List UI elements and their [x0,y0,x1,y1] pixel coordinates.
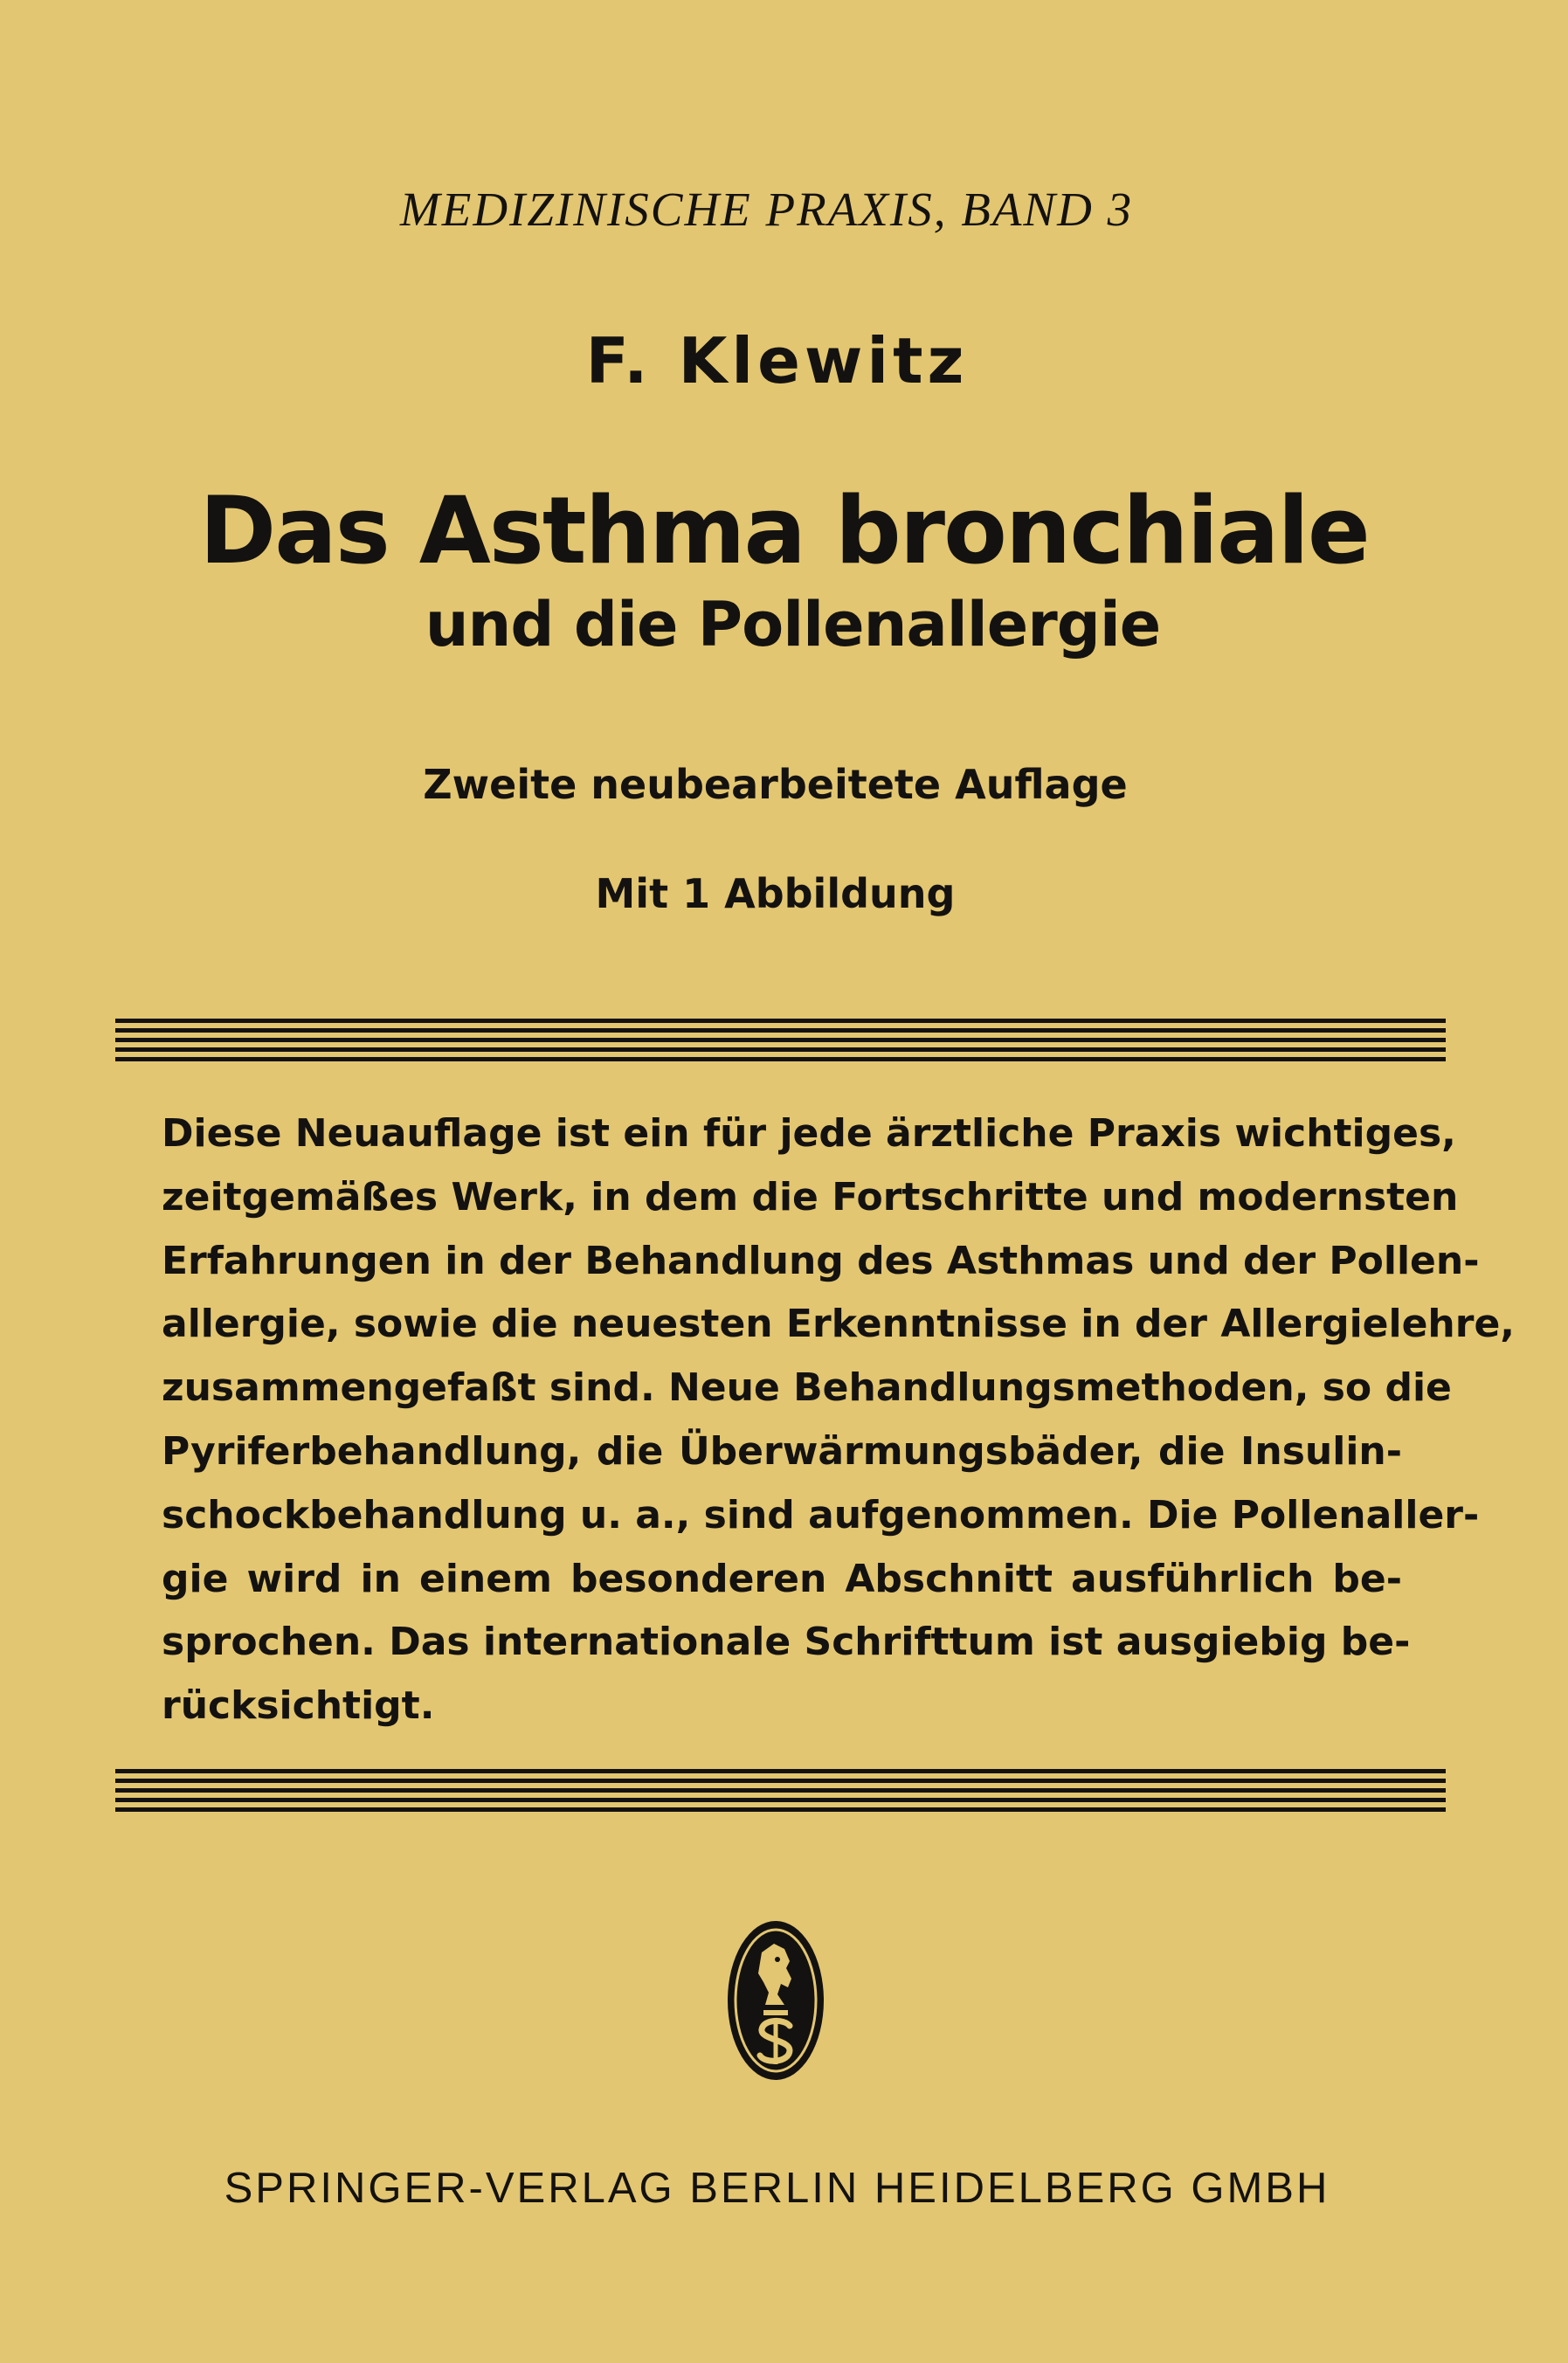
book-title: Das Asthma bronchiale [199,477,1369,584]
springer-logo-icon [723,1917,828,2083]
series-title: MEDIZINISCHE PRAXIS, BAND 3 [399,183,1134,236]
blurb-line: Diese Neuauflage ist ein für jede ärztliche Praxis wichtiges, [162,1111,1456,1156]
book-subtitle: und die Pollenallergie [425,589,1161,660]
blurb-line: allergie, sowie die neuesten Erkenntnisse in der Allergielehre, [162,1302,1516,1347]
illustration-note: Mit 1 Abbildung [595,870,956,917]
edition-note: Zweite neubearbeitete Auflage [423,761,1128,808]
blurb-text [162,1102,1516,1738]
publisher-name: SPRINGER-VERLAG BERLIN HEIDELBERG GMBH [224,2165,1330,2212]
blurb-line: gie wird in einem besonderen Abschnitt ausführlich be- [162,1556,1402,1601]
blurb-line: Pyriferbehandlung, die Überwärmungsbäder, die Insulin- [162,1428,1402,1474]
blurb-line: schockbehandlung u. a., sind aufgenommen. Die Pollenaller- [162,1492,1480,1537]
blurb-line: zeitgemäßes Werk, in dem die Fortschritte und modernsten [162,1174,1459,1220]
blurb-line: zusammengefaßt sind. Neue Behandlungsmethoden, so die [162,1365,1452,1411]
author-name: F. Klewitz [585,324,969,397]
top-rule [115,1019,1446,1064]
blurb-line: Erfahrungen in der Behandlung des Asthmas und der Pollen- [162,1238,1480,1283]
blurb-line: sprochen. Das internationale Schrifttum ist ausgiebig be- [162,1620,1411,1665]
blurb-line: rücksichtigt. [162,1683,435,1729]
bottom-rule [115,1769,1446,1814]
